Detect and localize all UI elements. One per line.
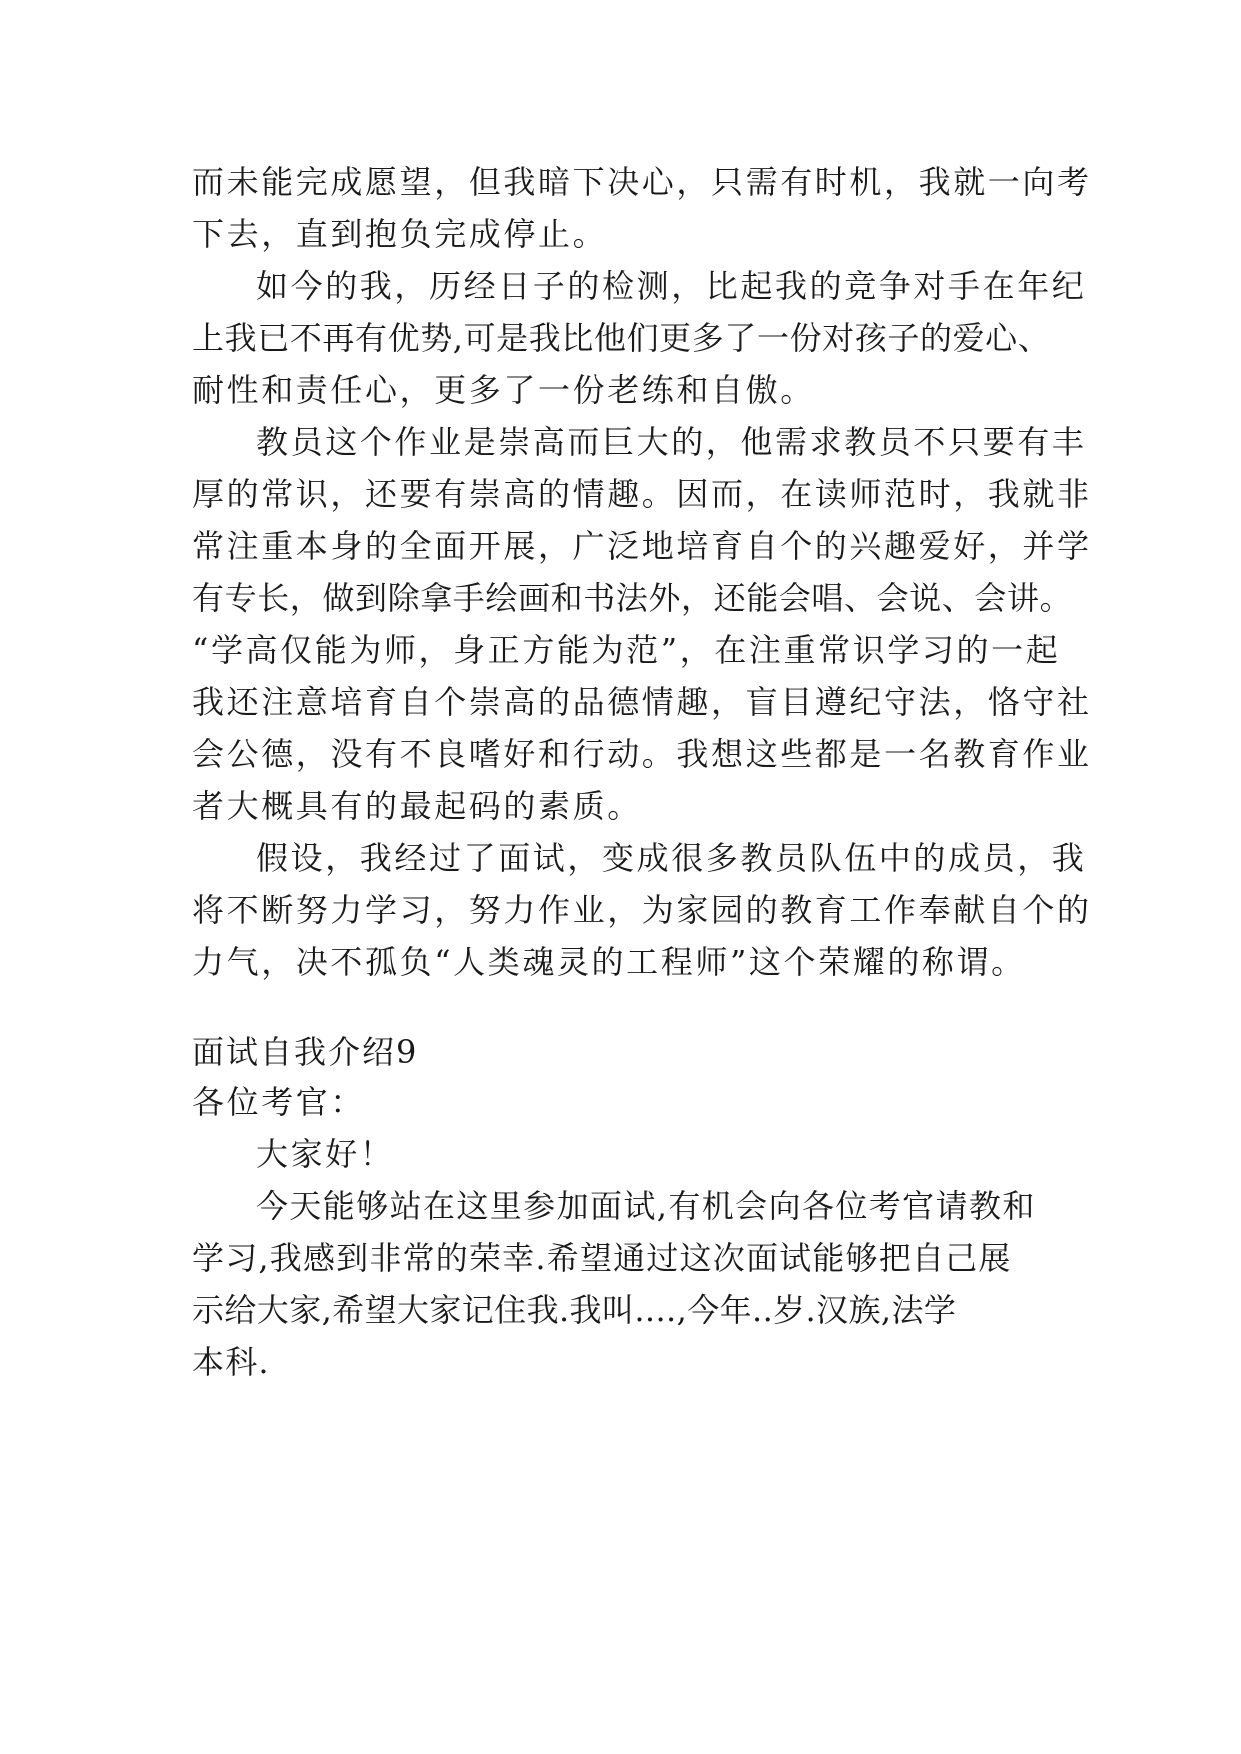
paragraph-line: 者大概具有的最起码的素质。 [192,787,642,825]
paragraph-line: 本科. [192,1343,270,1381]
paragraph-line: 教员这个作业是崇高而巨大的，他需求教员不只要有丰 [256,423,1087,461]
paragraph-line: 今天能够站在这里参加面试,有机会向各位考官请教和 [256,1187,1036,1225]
paragraph-line: 示给大家,希望大家记住我.我叫....,今年..岁.汉族,法学 [192,1291,957,1329]
salutation: 各位考官： [192,1083,366,1121]
paragraph-line: 而未能完成愿望，但我暗下决心，只需有时机，我就一向考 [192,163,1092,201]
paragraph-line: 会公德，没有不良嗜好和行动。我想这些都是一名教育作业 [192,735,1092,773]
section-heading: 面试自我介绍9 [192,1033,419,1071]
paragraph-line: 上我已不再有优势,可是我比他们更多了一份对孩子的爱心、 [192,319,1051,357]
paragraph-line: 假设，我经过了面试，变成很多教员队伍中的成员，我 [256,839,1087,877]
greeting: 大家好！ [256,1135,395,1173]
paragraph-line: 厚的常识，还要有崇高的情趣。因而，在读师范时，我就非 [192,475,1092,513]
paragraph-line: 学习,我感到非常的荣幸.希望通过这次面试能够把自己展 [192,1239,1012,1277]
paragraph-line: “学高仅能为师，身正方能为范”，在注重常识学习的一起 [192,631,1061,669]
paragraph-line: 如今的我，历经日子的检测，比起我的竞争对手在年纪 [256,267,1087,305]
paragraph-line: 耐性和责任心，更多了一份老练和自傲。 [192,371,815,409]
paragraph-line: 有专长，做到除拿手绘画和书法外，还能会唱、会说、会讲。 [192,579,1073,617]
paragraph-line: 下去，直到抱负完成停止。 [192,215,608,253]
paragraph-line: 我还注意培育自个崇高的品德情趣，盲目遵纪守法，恪守社 [192,683,1092,721]
paragraph-line: 将不断努力学习，努力作业，为家园的教育工作奉献自个的 [192,891,1092,929]
paragraph-line: 常注重本身的全面开展，广泛地培育自个的兴趣爱好，并学 [192,527,1092,565]
paragraph-line: 力气，决不孤负“人类魂灵的工程师”这个荣耀的称谓。 [192,943,1026,981]
